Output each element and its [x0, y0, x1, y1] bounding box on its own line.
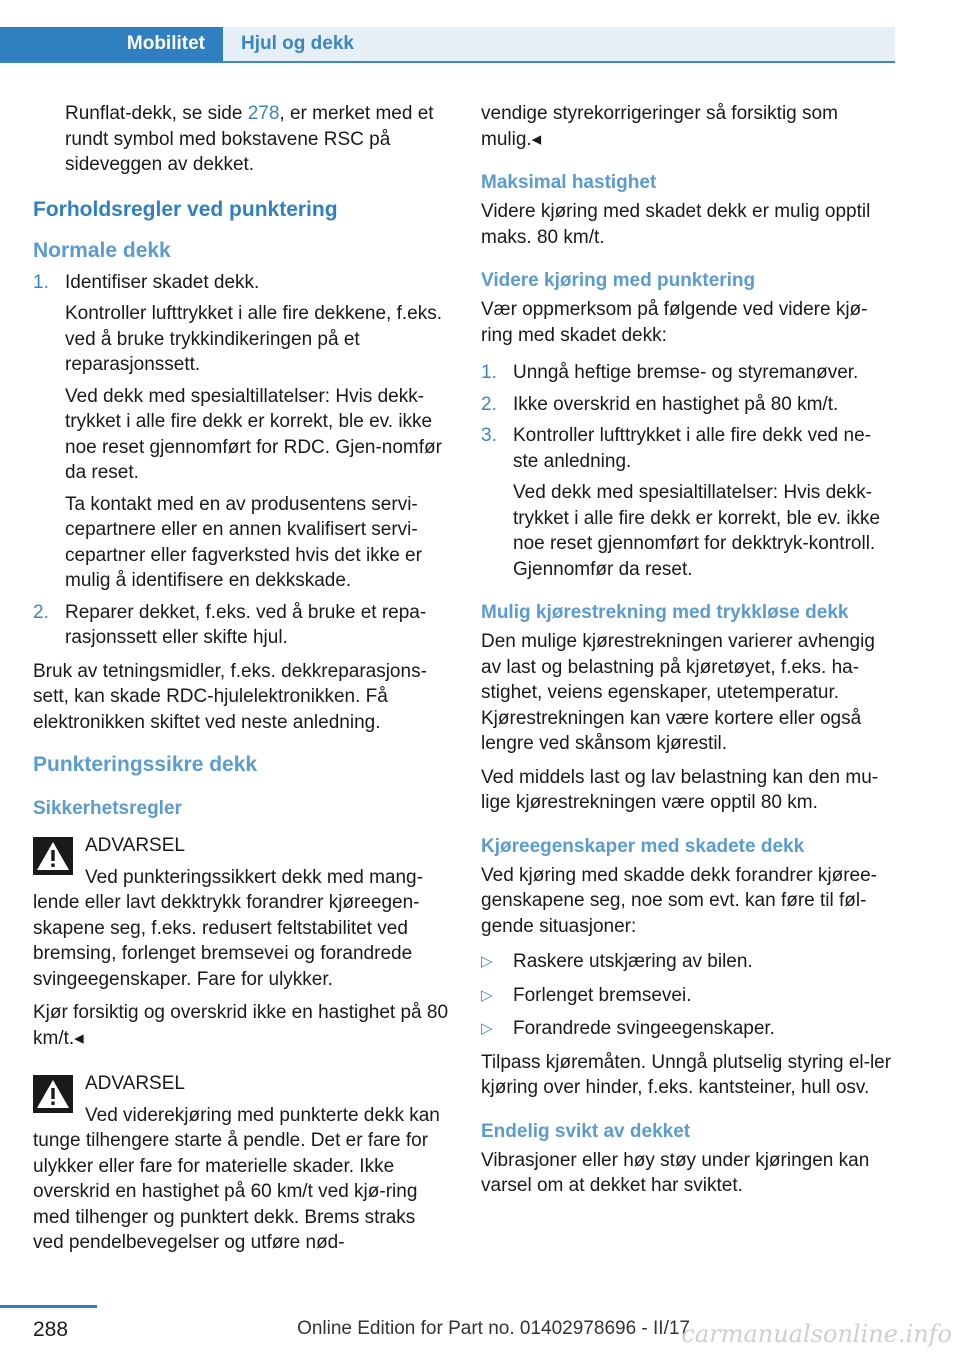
runflat-intro: Runflat-dekk, se side 278, er merket med et rundt symbol med bokstavene RSC på sideveggen av dekket. [65, 103, 434, 175]
sealant-note: Bruk av tetningsmidler, f.eks. dekkreparasjons-sett, kan skade RDC-hjulelektronikken. Få elektronikken skiftet ved neste anledning. [33, 660, 427, 733]
page-link-278[interactable]: 278 [247, 103, 280, 124]
step-text: Unngå heftige bremse- og styremanøver. [513, 362, 859, 383]
step-number: 3. [481, 425, 497, 446]
section-heading-puncture: Forholdsregler ved punktering [33, 197, 338, 221]
subheading-max-speed: Maksimal hastighet [481, 172, 657, 193]
handling-text: Ved kjøring med skadde dekk forandrer kjøree-genskapene seg, noe som evt. kan føre til føl-gende situasjoner: [481, 864, 878, 937]
step-text: Ikke overskrid en hastighet på 80 km/t. [513, 393, 839, 415]
continue-steps-list [481, 360, 895, 582]
tab-mobilitet[interactable]: Mobilitet [0, 27, 223, 61]
triangle-bullet-icon: ▷ [481, 1020, 493, 1037]
page-number: 288 [33, 1318, 69, 1341]
list-item [481, 392, 895, 418]
warning-title: ADVARSEL [85, 1073, 185, 1094]
subheading-normal-tires: Normale dekk [33, 238, 171, 262]
watermark: carmanualsonline.info [681, 1320, 952, 1348]
handling-advice: Tilpass kjøremåten. Unngå plutselig styring el-ler kjøring over hinder, f.eks. kantsteiner, hull osv. [481, 1051, 892, 1098]
subheading-distance: Mulig kjørestrekning med trykkløse dekk [481, 602, 849, 623]
warning-text: Ved punkteringssikkert dekk med mang-lende eller lavt dekktrykk forandrer kjøreegen-skapene seg, f.eks. redusert feltstabilitet ved bremsing, forlenget bremsevei og forandrede svingeegenskaper. Fare for ulykker. [33, 866, 423, 990]
handling-bullets [481, 949, 895, 1042]
distance-text-2: Ved middels last og lav belastning kan den mu-lige kjørestrekningen være opptil 80 km. [481, 766, 879, 813]
list-item [481, 423, 895, 582]
step-subtext: Ta kontakt med en av produsentens servi-cepartnere eller en annen kvalifisert servi-cepartner eller fagverksted hvis det ikke er mulig å identifisere en dekkskade. [65, 493, 422, 591]
step-number: 1. [33, 271, 49, 293]
footer-divider [0, 1305, 97, 1308]
warning-triangle-icon [33, 837, 73, 875]
triangle-bullet-icon: ▷ [481, 953, 493, 970]
header-divider [0, 61, 895, 63]
right-column [481, 101, 895, 1207]
chapter-header [0, 27, 895, 61]
list-item [33, 600, 451, 651]
triangle-bullet-icon: ▷ [481, 986, 493, 1004]
step-number: 2. [481, 393, 497, 415]
step-subtext: Ved dekk med spesialtillatelser: Hvis dekk-trykket i alle fire dekk er korrekt, ble ev. ikke noe reset gjennomført for dekktryk-kontroll. Gjennomfør da reset. [513, 482, 881, 580]
step-text: Identifiser skadet dekk. [65, 271, 260, 293]
list-item [33, 270, 451, 594]
edition-note: Online Edition for Part no. 01402978696 - II/17 [297, 1318, 690, 1339]
subheading-safety: Sikkerhetsregler [33, 798, 182, 819]
max-speed-text: Videre kjøring med skadet dekk er mulig opptil maks. 80 km/t. [481, 201, 871, 248]
step-text: Reparer dekket, f.eks. ved å bruke et repa-rasjonssett eller skifte hjul. [65, 601, 427, 648]
warning-text: Ved viderekjøring med punkterte dekk kan tunge tilhengere starte å pendle. Det er fare for ulykker eller fare for materielle skader. Ikke overskrid en hastighet på 60 km/t ved kjø-ring med tilhenger og punktert dekk. Brems straks ved pendelbevegelser og utføre nød- [33, 1104, 440, 1253]
step-subtext: Ved dekk med spesialtillatelser: Hvis dekk-trykket i alle fire dekk er korrekt, ble ev. ikke noe reset gjennomført for RDC. Gjen-nomfør da reset. [65, 385, 442, 483]
step-number: 1. [481, 362, 497, 383]
warning-title: ADVARSEL [85, 835, 185, 856]
distance-text: Den mulige kjørestrekningen varierer avhengig av last og belastning på kjøretøyet, f.eks. ha-stighet, veiens egenskaper, utetemperatur. Kjørestrekningen kan være kortere eller også lengre ved skånsom kjørestil. [481, 631, 875, 754]
step-text: Kontroller lufttrykket i alle fire dekk ved ne-ste anledning. [513, 425, 871, 472]
left-column [33, 101, 451, 1264]
list-item [481, 360, 895, 386]
subheading-runflat: Punkteringssikre dekk [33, 753, 258, 776]
list-item: ▷ Forlenget bremsevei. [481, 983, 895, 1009]
continue-text: Vær oppmerksom på følgende ved videre kjø-ring med skadet dekk: [481, 299, 868, 346]
steps-list [33, 270, 451, 651]
tab-hjul-og-dekk[interactable]: Hjul og dekk [223, 27, 895, 61]
subheading-continue-driving: Videre kjøring med punktering [481, 270, 756, 291]
warning-block [33, 1071, 451, 1256]
step-subtext: Kontroller lufttrykket i alle fire dekkene, f.eks. ved å bruke trykkindikeringen på et reparasjonssett. [65, 303, 442, 375]
warning-continuation: vendige styrekorrigeringer så forsiktig som mulig.◂ [481, 103, 838, 150]
warning-triangle-icon [33, 1075, 73, 1113]
warning-note: Kjør forsiktig og overskrid ikke en hastighet på 80 km/t.◂ [33, 1002, 449, 1049]
subheading-failure: Endelig svikt av dekket [481, 1120, 691, 1142]
step-number: 2. [33, 601, 49, 623]
warning-block [33, 833, 451, 1051]
list-item: ▷ Forandrede svingeegenskaper. [481, 1016, 895, 1042]
list-item: ▷ Raskere utskjæring av bilen. [481, 949, 895, 975]
subheading-handling: Kjøreegenskaper med skadete dekk [481, 835, 805, 857]
failure-text: Vibrasjoner eller høy støy under kjøringen kan varsel om at dekket har sviktet. [481, 1149, 870, 1196]
